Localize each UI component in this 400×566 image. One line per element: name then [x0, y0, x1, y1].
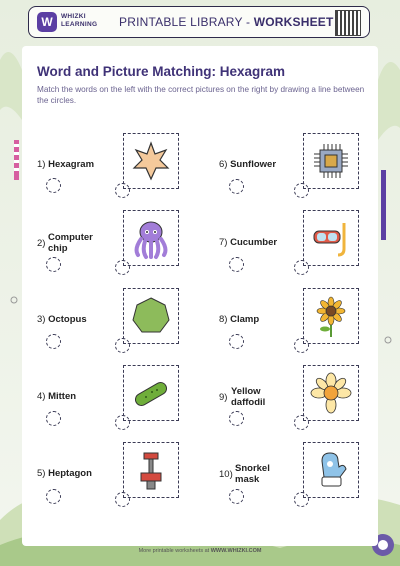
picture-box-snorkel-mask [303, 210, 359, 266]
picture-box-sunflower [303, 288, 359, 344]
left-word-1: 1) Hexagram [37, 159, 95, 170]
left-word-circle[interactable] [46, 489, 61, 504]
left-word-circle[interactable] [46, 411, 61, 426]
picture-box-heptagon [123, 288, 179, 344]
right-word-7: 7) Cucumber [219, 237, 278, 248]
picture-box-mitten [303, 442, 359, 498]
clamp-icon [128, 447, 174, 493]
mitten-icon [308, 447, 354, 493]
whizki-logo[interactable]: W [37, 12, 57, 32]
worksheet-instructions: Match the words on the left with the correct pictures on the right by drawing a line between the circles. [37, 85, 365, 105]
right-word-circle[interactable] [229, 179, 244, 194]
right-word-circle[interactable] [229, 411, 244, 426]
logo-line-2: LEARNING [61, 21, 98, 28]
snorkel-mask-icon [308, 215, 354, 261]
worksheet-title: Word and Picture Matching: Hexagram [37, 64, 286, 79]
left-word-2: 2) Computer chip [37, 232, 93, 254]
library-title [119, 15, 334, 29]
right-word-6: 6) Sunflower [219, 159, 277, 170]
daffodil-icon [308, 370, 354, 416]
left-word-4: 4) Mitten [37, 391, 77, 402]
footer-site-link[interactable]: WWW.WHIZKI.COM [210, 548, 262, 554]
library-label: PRINTABLE LIBRARY - [119, 15, 254, 29]
right-word-circle[interactable] [229, 489, 244, 504]
left-word-5: 5) Heptagon [37, 468, 92, 479]
hexagram-icon [128, 138, 174, 184]
picture-box-clamp [123, 442, 179, 498]
left-word-circle[interactable] [46, 334, 61, 349]
right-word-10: 10) Snorkel mask [219, 463, 270, 485]
logo-text [61, 13, 97, 29]
worksheet-label: WORKSHEET [253, 15, 334, 29]
left-word-circle[interactable] [46, 257, 61, 272]
computer-chip-icon [308, 138, 354, 184]
page-footer: More printable worksheets at WWW.WHIZKI.COM [138, 548, 262, 554]
right-word-9: 9) Yellow daffodil [219, 386, 266, 408]
header-bar [28, 6, 370, 38]
qr-code-icon [335, 10, 361, 36]
logo-line-1: WHIZKI [61, 13, 86, 20]
left-word-circle[interactable] [46, 178, 61, 193]
picture-box-daffodil [303, 365, 359, 421]
right-word-8: 8) Clamp [219, 314, 260, 325]
cucumber-icon [128, 370, 174, 416]
octopus-icon [128, 215, 174, 261]
picture-box-computer-chip [303, 133, 359, 189]
picture-box-hexagram [123, 133, 179, 189]
picture-box-cucumber [123, 365, 179, 421]
picture-box-octopus [123, 210, 179, 266]
left-word-3: 3) Octopus [37, 314, 87, 325]
sunflower-icon [308, 293, 354, 339]
heptagon-icon [128, 293, 174, 339]
right-word-circle[interactable] [229, 334, 244, 349]
right-word-circle[interactable] [229, 257, 244, 272]
